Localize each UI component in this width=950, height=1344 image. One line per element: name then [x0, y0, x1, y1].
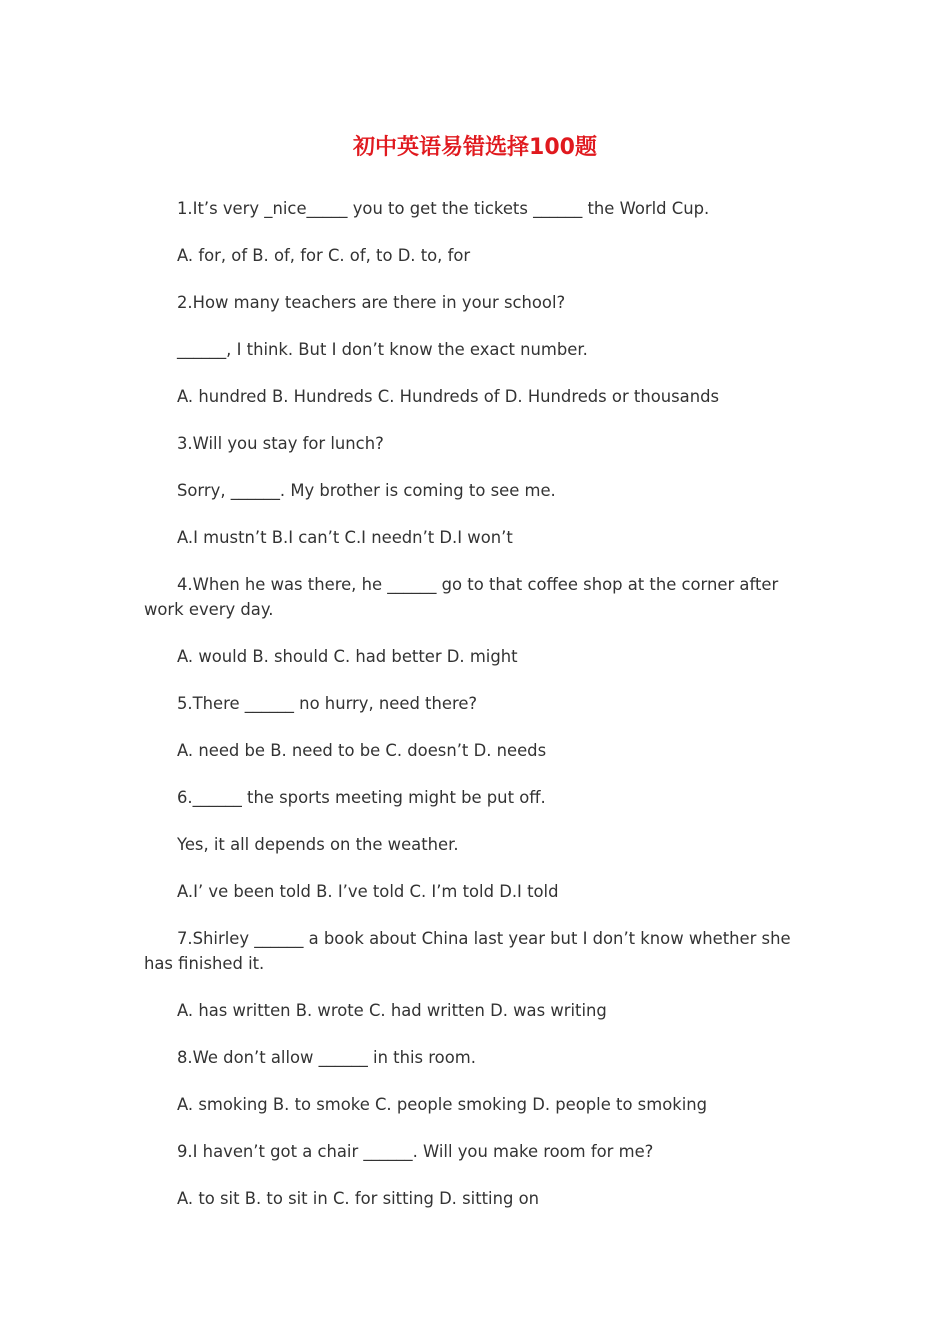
- question-8-options: A. smoking B. to smoke C. people smoking D. people to smoking: [177, 1095, 708, 1114]
- question-4-stem: 4.When he was there, he ______ go to that coffee shop at the corner after work every day.: [144, 575, 779, 619]
- question-1-options: A. for, of B. of, for C. of, to D. to, for: [177, 246, 471, 265]
- question-9-stem: 9.I haven’t got a chair ______. Will you make room for me?: [177, 1142, 654, 1161]
- question-2-answer-line: ______, I think. But I don’t know the exact number.: [177, 340, 588, 359]
- question-2-stem: 2.How many teachers are there in your school?: [177, 293, 566, 312]
- question-3-answer-line: Sorry, ______. My brother is coming to see me.: [177, 481, 556, 500]
- question-9-options: A. to sit B. to sit in C. for sitting D. sitting on: [177, 1189, 540, 1208]
- question-5-stem: 5.There ______ no hurry, need there?: [177, 694, 478, 713]
- question-3-stem: 3.Will you stay for lunch?: [177, 434, 384, 453]
- question-7-stem: 7.Shirley ______ a book about China last year but I don’t know whether she has finished it.: [144, 929, 791, 973]
- question-7-options: A. has written B. wrote C. had written D. was writing: [177, 1001, 607, 1020]
- question-2-options: A. hundred B. Hundreds C. Hundreds of D. Hundreds or thousands: [177, 387, 720, 406]
- question-1-stem: 1.It’s very _nice_____ you to get the tickets ______ the World Cup.: [177, 199, 710, 218]
- question-6-stem: 6.______ the sports meeting might be put off.: [177, 788, 546, 807]
- question-8-stem: 8.We don’t allow ______ in this room.: [177, 1048, 476, 1067]
- question-3-options: A.I mustn’t B.I can’t C.I needn’t D.I won’t: [177, 528, 513, 547]
- question-4-options: A. would B. should C. had better D. might: [177, 647, 518, 666]
- question-5-options: A. need be B. need to be C. doesn’t D. needs: [177, 741, 547, 760]
- document-title: 初中英语易错选择100题: [353, 135, 597, 160]
- document-body: [144, 196, 809, 1233]
- question-6-options: A.I’ ve been told B. I’ve told C. I’m told D.I told: [177, 882, 559, 901]
- question-6-answer-line: Yes, it all depends on the weather.: [177, 835, 459, 854]
